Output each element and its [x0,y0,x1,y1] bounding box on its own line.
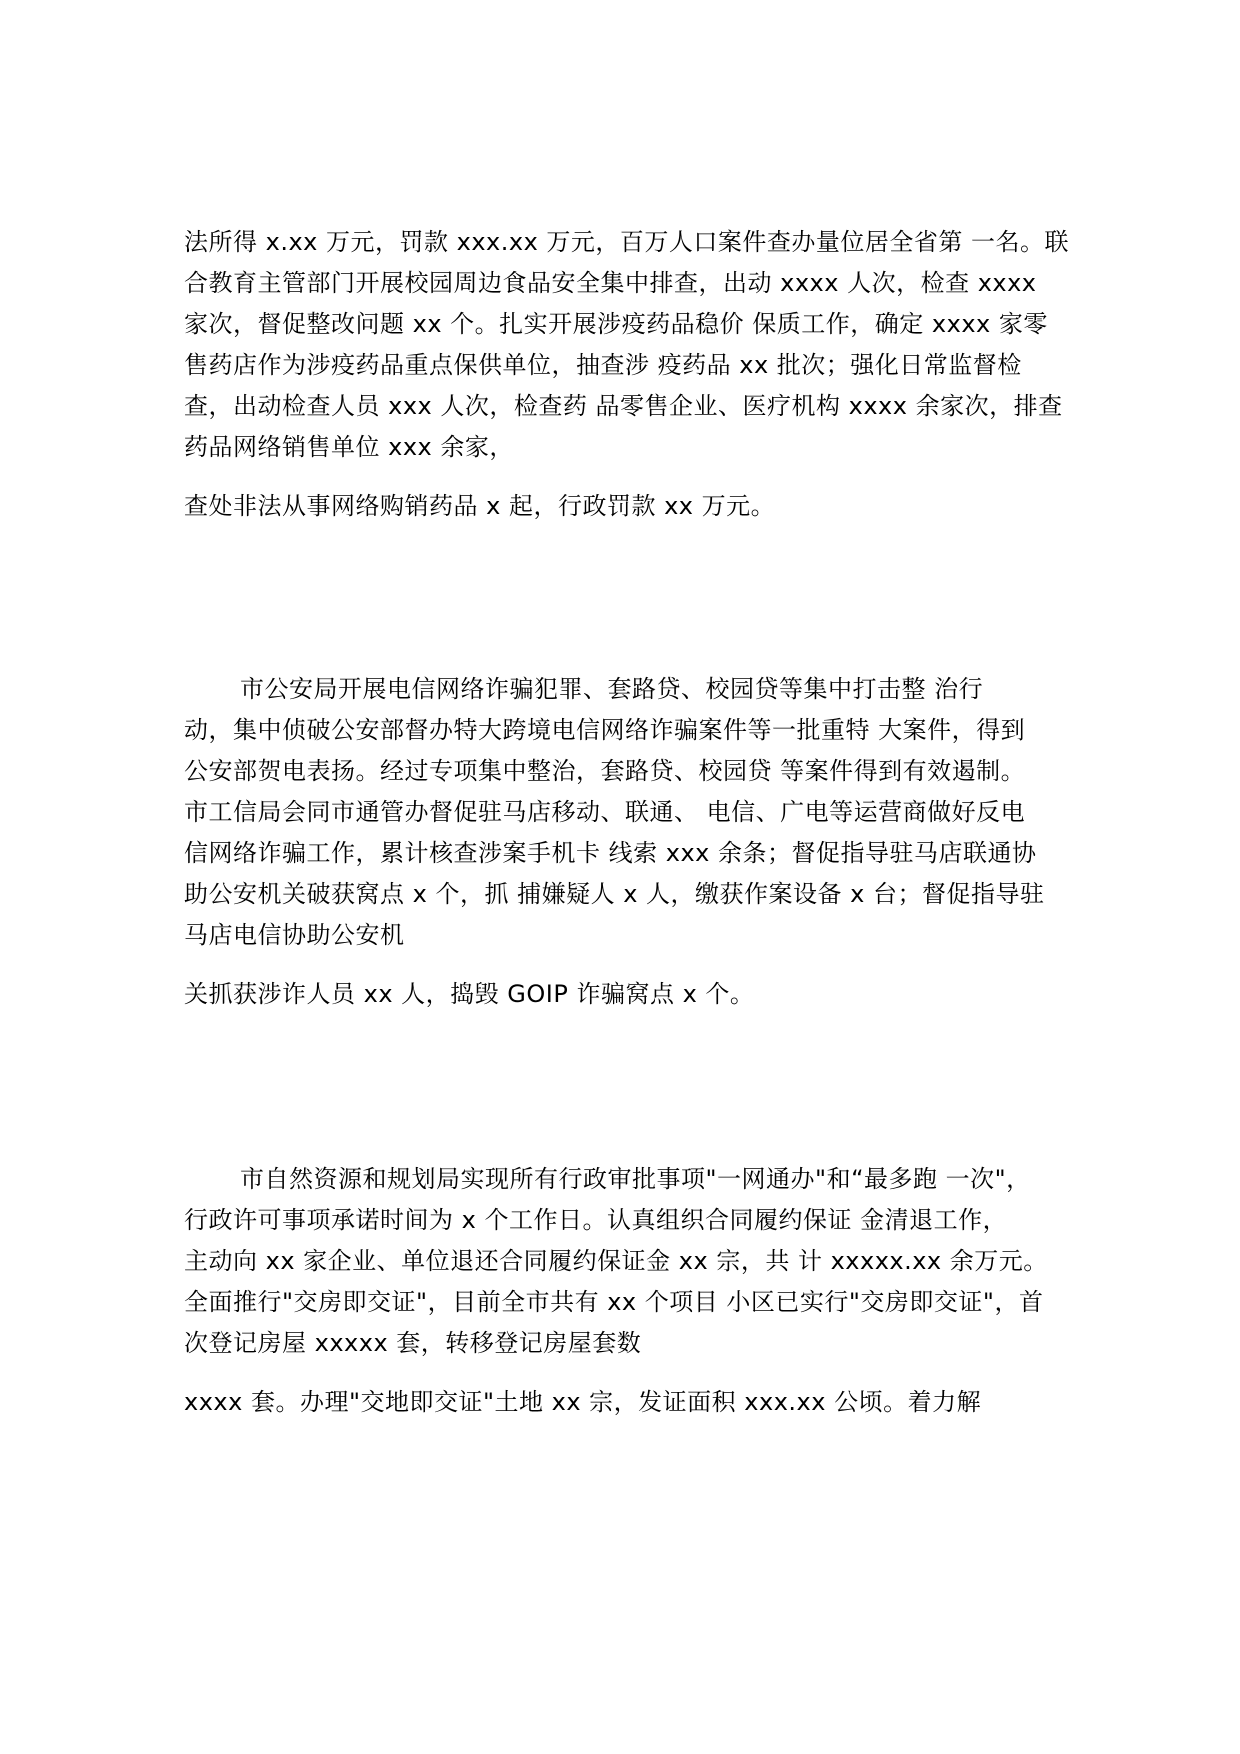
text-line: 助公安机关破获窝点 x 个，抓 捕嫌疑人 x 人，缴获作案设备 x 台；督促指导驻 [184,880,1045,908]
text-line: 市自然资源和规划局实现所有行政审批事项"一网通办"和“最多跑 一次"， [240,1165,1031,1193]
text-line: xxxx 套。办理"交地即交证"土地 xx 宗，发证面积 xxx.xx 公顷。着力解 [184,1388,982,1416]
text-line: 家次，督促整改问题 xx 个。扎实开展涉疫药品稳价 保质工作，确定 xxxx 家零 [184,310,1048,338]
text-line: 次登记房屋 xxxxx 套，转移登记房屋套数 [184,1329,642,1357]
text-line: 主动向 xx 家企业、单位退还合同履约保证金 xx 宗，共 计 xxxxx.xx 余万元。 [184,1247,1048,1275]
text-line: 查，出动检查人员 xxx 人次，检查药 品零售企业、医疗机构 xxxx 余家次，排查 [184,392,1063,420]
text-line: 法所得 x.xx 万元，罚款 xxx.xx 万元，百万人口案件查办量位居全省第 一名。联 [184,228,1070,256]
text-line: 市公安局开展电信网络诈骗犯罪、套路贷、校园贷等集中打击整 治行 [240,675,984,703]
text-line: 合教育主管部门开展校园周边食品安全集中排查，出动 xxxx 人次，检查 xxxx [184,269,1037,297]
text-line: 马店电信协助公安机 [184,921,405,949]
text-line: 关抓获涉诈人员 xx 人，捣毁 GOIP 诈骗窝点 x 个。 [184,980,755,1008]
text-line: 查处非法从事网络购销药品 x 起，行政罚款 xx 万元。 [184,492,776,520]
text-line: 公安部贺电表扬。经过专项集中整治，套路贷、校园贷 等案件得到有效遏制。 [184,757,1026,785]
text-line: 信网络诈骗工作，累计核查涉案手机卡 线索 xxx 余条；督促指导驻马店联通协 [184,839,1037,867]
text-line: 药品网络销售单位 xxx 余家， [184,433,514,461]
text-line: 全面推行"交房即交证"，目前全市共有 xx 个项目 小区已实行"交房即交证"，首 [184,1288,1044,1316]
text-line: 售药店作为涉疫药品重点保供单位，抽查涉 疫药品 xx 批次；强化日常监督检 [184,351,1022,379]
text-line: 市工信局会同市通管办督促驻马店移动、联通、 电信、广电等运营商做好反电 [184,798,1026,826]
text-line: 动，集中侦破公安部督办特大跨境电信网络诈骗案件等一批重特 大案件，得到 [184,716,1026,744]
text-line: 行政许可事项承诺时间为 x 个工作日。认真组织合同履约保证 金清退工作， [184,1206,1008,1234]
